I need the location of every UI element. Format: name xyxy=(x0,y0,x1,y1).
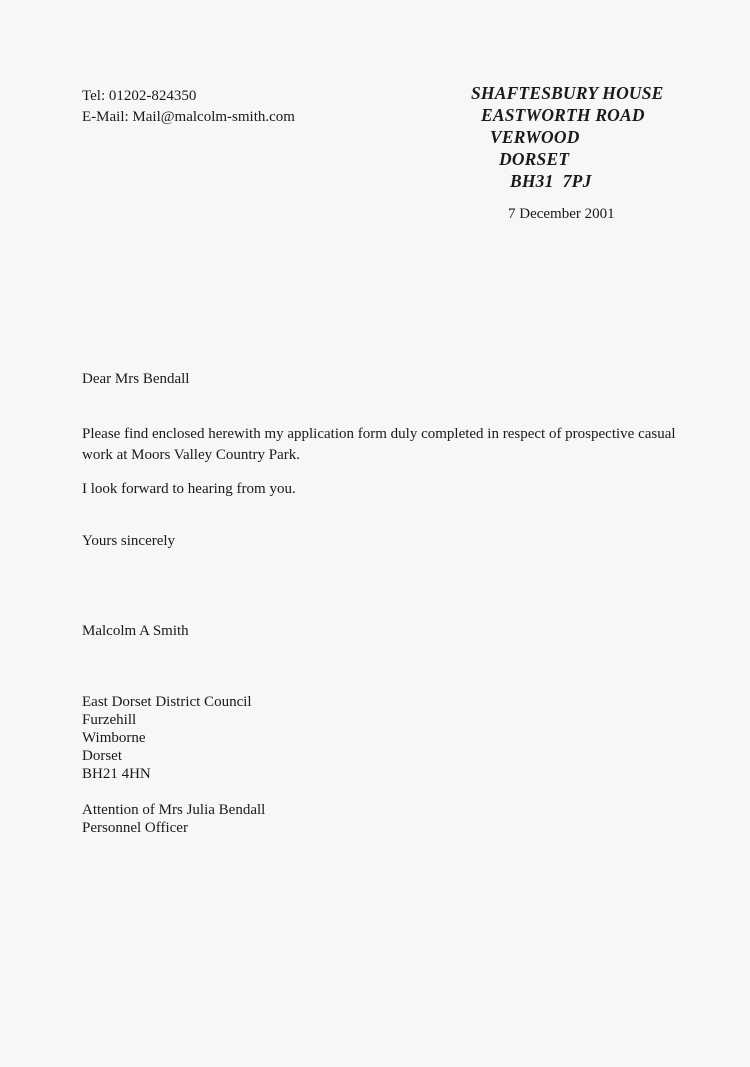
recipient-address xyxy=(82,693,252,783)
letter-date: 7 December 2001 xyxy=(508,206,615,222)
paragraph-2: I look forward to hearing from you. xyxy=(82,481,296,497)
email: E-Mail: Mail@malcolm-smith.com xyxy=(82,109,295,125)
attention-line: Attention of Mrs Julia Bendall xyxy=(82,802,266,818)
paragraph-1: Please find enclosed herewith my application form duly completed in respect of prospective casual work at Moors Valley Country Park. xyxy=(82,426,676,463)
signatory: Malcolm A Smith xyxy=(82,623,189,639)
contact-details xyxy=(82,86,295,128)
recipient-line-1: East Dorset District Council xyxy=(82,694,252,710)
address-line-5: BH31 7PJ xyxy=(510,171,592,191)
telephone: Tel: 01202-824350 xyxy=(82,88,197,104)
address-line-1: SHAFTESBURY HOUSE xyxy=(471,83,664,103)
address-line-3: VERWOOD xyxy=(490,127,580,147)
recipient-line-4: Dorset xyxy=(82,748,122,764)
address-line-4: DORSET xyxy=(499,149,570,169)
recipient-line-2: Furzehill xyxy=(82,712,137,728)
closing: Yours sincerely xyxy=(82,533,176,549)
attention-title: Personnel Officer xyxy=(82,820,188,836)
salutation: Dear Mrs Bendall xyxy=(82,371,190,387)
recipient-line-3: Wimborne xyxy=(82,730,146,746)
address-line-2: EASTWORTH ROAD xyxy=(481,105,645,125)
attention-block xyxy=(82,801,265,837)
recipient-line-5: BH21 4HN xyxy=(82,766,151,782)
